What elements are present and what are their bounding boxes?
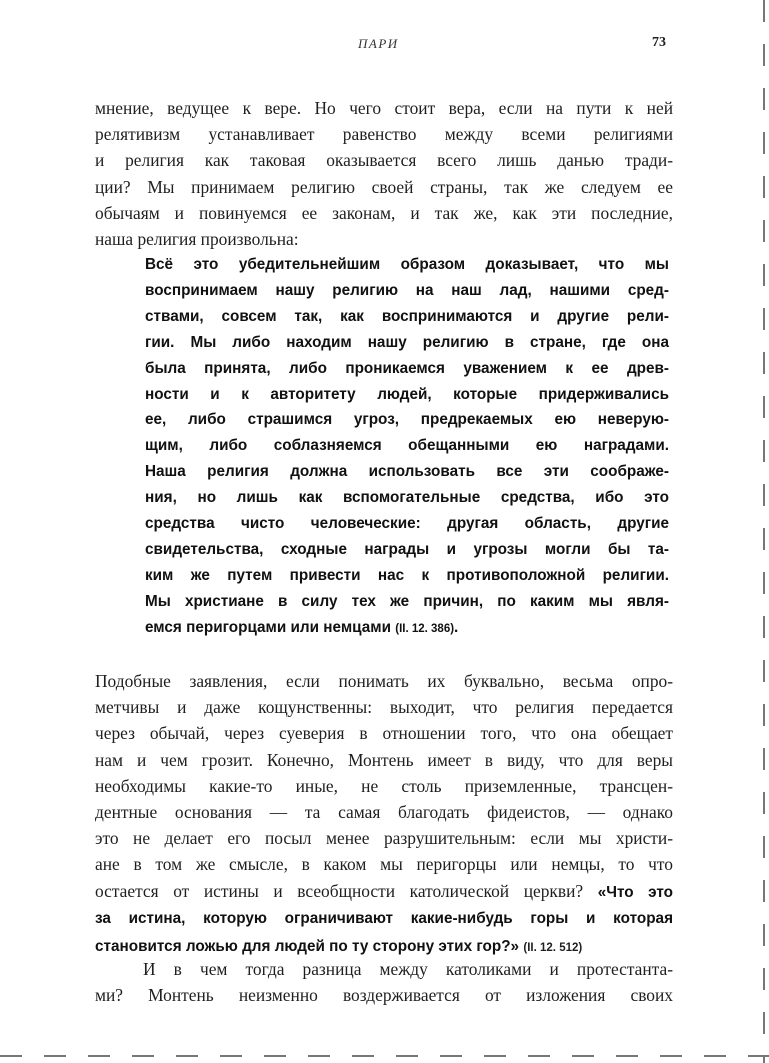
quote-line: гии. Мы либо находим нашу религию в стране, где она	[145, 333, 669, 351]
running-title: ПАРИ	[358, 36, 399, 51]
paragraph-commentary	[95, 668, 673, 961]
plain-text: остается от истины и всеобщности католической церкви?	[95, 880, 584, 901]
block-quote	[145, 252, 669, 643]
quote-reference: (II. 12. 512)	[523, 942, 583, 955]
quote-line: Всё это убедительнейшим образом доказывает, что мы	[145, 256, 669, 273]
quote-line: ее, либо страшимся угроз, предрекаемых ею неверую-	[145, 411, 669, 429]
text-line: наша религия произвольна:	[95, 229, 299, 250]
quote-line: ствами, совсем так, как воспринимаются и другие рели-	[145, 307, 669, 325]
quote-line: воспринимаем нашу религию на наш лад, нашими сред-	[145, 281, 669, 299]
quote-line: ния, но лишь как вспомогательные средства, ибо это	[145, 489, 669, 507]
crop-marks-right	[763, 0, 765, 1063]
text-line: Подобные заявления, если понимать их буквально, весьма опро-	[95, 671, 673, 691]
text-line: метчивы и даже кощунственны: выходит, что религия передается	[95, 697, 673, 718]
text-line: нам и чем грозит. Конечно, Монтень имеет в виду, что для веры	[95, 749, 673, 770]
crop-marks-bottom	[0, 1055, 769, 1057]
quote-line: свидетельства, сходные награды и угрозы могли бы та-	[145, 540, 669, 558]
quote-line: Наша религия должна использовать все эти соображе-	[145, 463, 669, 481]
inline-quote-line: за истина, которую ограничивают какие-нибудь горы и которая	[95, 909, 673, 927]
quote-reference: (II. 12. 386)	[395, 622, 455, 635]
quote-line: Мы христиане в силу тех же причин, по каким мы явля-	[145, 592, 669, 610]
text-line: дентные основания — та самая благодать фидеистов, — однако	[95, 802, 673, 823]
quote-text: емся перигорцами или немцами	[145, 618, 391, 636]
page-number: 73	[652, 35, 666, 50]
text-line: и религия как таковая оказывается всего лишь данью тради-	[95, 150, 673, 171]
text-line: это не делает его посыл менее разрушительным: если мы христи-	[95, 828, 673, 849]
text-line: ми? Монтень неизменно воздерживается от изложения своих	[95, 985, 673, 1006]
inline-quote: «Что это	[597, 883, 673, 901]
paragraph-question	[95, 956, 673, 1008]
text-line: через обычай, через суеверия в отношении того, что она обещает	[95, 723, 673, 744]
quote-end-punct: .	[454, 618, 459, 636]
text-line: необходимы какие-то иные, не столь приземленные, трансцен-	[95, 775, 673, 796]
quote-line: ности и к авторитету людей, которые придерживались	[145, 385, 669, 403]
text-line-mixed	[95, 878, 673, 906]
quote-line: ким же путем привести нас к противоположной религии.	[145, 566, 669, 584]
text-line: ции? Мы принимаем религию своей страны, так же следуем ее	[95, 176, 673, 197]
quote-line: щим, либо соблазняемся обещанными ею наградами.	[145, 437, 669, 455]
text-line: обычаям и повинуемся ее законам, и так же, как эти последние,	[95, 202, 673, 223]
inline-quote: становится ложью для людей по ту сторону этих гор?»	[95, 938, 520, 956]
quote-last-line	[145, 615, 669, 643]
quote-line: была принята, либо проникаемся уважением к ее древ-	[145, 359, 669, 377]
text-line: релятивизм устанавливает равенство между всеми религиями	[95, 124, 673, 145]
quote-line: средства чисто человеческие: другая область, другие	[145, 515, 669, 533]
text-line: И в чем тогда разница между католиками и протестанта-	[143, 959, 673, 979]
text-line: ане в том же смысле, в каком мы перигорцы или немцы, то что	[95, 854, 673, 875]
paragraph-intro	[95, 95, 673, 252]
text-line: мнение, ведущее к вере. Но чего стоит вера, если на пути к ней	[95, 98, 673, 118]
